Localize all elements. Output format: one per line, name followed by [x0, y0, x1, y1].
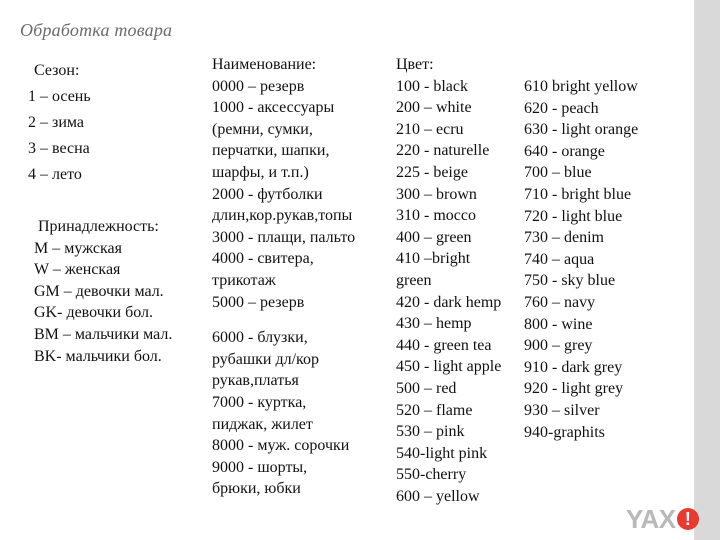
- color-code: 100 - black: [396, 77, 468, 95]
- names-line: трикотаж: [212, 271, 276, 289]
- colors-column-2: [524, 76, 638, 443]
- belonging-item: W – женская: [34, 261, 121, 279]
- names-line: перчатки, шапки,: [212, 142, 330, 160]
- season-item: 1 – осень: [28, 88, 91, 105]
- names-line: 8000 - муж. сорочки: [212, 437, 350, 455]
- colors-heading: Цвет:: [396, 56, 434, 73]
- color-code: 450 - light apple: [396, 358, 502, 376]
- right-edge-band: [694, 0, 720, 540]
- color-code: 225 - beige: [396, 163, 468, 181]
- color-code: 730 – denim: [524, 229, 604, 247]
- belonging-item: BK- мальчики бол.: [34, 347, 162, 365]
- names-line: шарфы, и т.п.): [212, 163, 309, 181]
- colors-column-1: [396, 54, 501, 507]
- color-code: 530 – pink: [396, 423, 465, 441]
- color-code: 630 - light orange: [524, 121, 639, 139]
- names-line: 7000 - куртка,: [212, 393, 307, 411]
- yax-logo: [626, 505, 699, 533]
- names-line: рубашки дл/кор: [212, 350, 320, 368]
- color-code: 910 - dark grey: [524, 358, 623, 376]
- season-heading: Сезон:: [34, 62, 80, 79]
- slide-title: Обработка товара: [20, 20, 173, 40]
- season-block: [28, 58, 91, 188]
- color-code: 610 bright yellow: [524, 78, 638, 95]
- color-code: 400 – green: [396, 228, 472, 246]
- color-code: 430 – hemp: [396, 315, 472, 333]
- color-code: 500 – red: [396, 379, 457, 397]
- color-code: 800 - wine: [524, 315, 593, 333]
- names-line: длин,кор.рукав,топы: [212, 207, 353, 225]
- belonging-item: GK- девочки бол.: [34, 304, 154, 322]
- names-line: 6000 - блузки,: [212, 329, 308, 347]
- color-code: 750 - sky blue: [524, 272, 616, 290]
- color-code: 710 - bright blue: [524, 185, 632, 203]
- color-code: 520 – flame: [396, 401, 473, 419]
- color-code: 930 – silver: [524, 401, 600, 419]
- logo-text: YAX: [626, 503, 676, 534]
- names-line: 1000 - аксессуары: [212, 99, 335, 117]
- color-code: 550-cherry: [396, 466, 467, 484]
- logo-exclamation-icon: !: [677, 508, 699, 530]
- names-line: 5000 – резерв: [212, 293, 305, 311]
- season-item: 3 – весна: [28, 140, 90, 157]
- color-code: 220 - naturelle: [396, 142, 490, 160]
- names-line: 0000 – резерв: [212, 77, 305, 95]
- color-code: 940-graphits: [524, 423, 605, 441]
- season-item: 4 – лето: [28, 166, 82, 183]
- names-heading: Наименование:: [212, 56, 317, 73]
- season-item: 2 – зима: [28, 114, 84, 131]
- color-code: 760 – navy: [524, 293, 596, 311]
- belonging-heading: Принадлежность:: [38, 218, 159, 235]
- color-code: 720 - light blue: [524, 207, 623, 225]
- names-line: пиджак, жилет: [212, 415, 313, 433]
- color-code: 900 – grey: [524, 337, 593, 355]
- belonging-block: [34, 216, 172, 367]
- belonging-item: М – мужская: [34, 239, 122, 257]
- color-code: 310 - mocco: [396, 207, 476, 225]
- color-code: 920 - light grey: [524, 380, 624, 398]
- names-spacer: [212, 313, 355, 327]
- names-line: 4000 - свитера,: [212, 250, 314, 268]
- color-code: 540-light pink: [396, 444, 488, 462]
- color-code: 740 – aqua: [524, 250, 595, 268]
- belonging-item: BM – мальчики мал.: [34, 325, 173, 343]
- color-code: green: [396, 271, 432, 289]
- names-line: брюки, юбки: [212, 480, 301, 498]
- names-block: [212, 54, 355, 500]
- color-code: 420 - dark hemp: [396, 293, 502, 311]
- names-line: рукав,платья: [212, 372, 299, 390]
- names-line: 3000 - плащи, пальто: [212, 228, 356, 246]
- names-line: 2000 - футболки: [212, 185, 323, 203]
- color-code: 210 – ecru: [396, 120, 464, 138]
- color-code: 700 – blue: [524, 164, 592, 182]
- names-line: 9000 - шорты,: [212, 458, 308, 476]
- color-code: 600 – yellow: [396, 487, 480, 505]
- color-code: 410 –bright: [396, 250, 471, 268]
- color-code: 620 - peach: [524, 99, 599, 117]
- color-code: 300 – brown: [396, 185, 477, 203]
- color-code: 640 - orange: [524, 142, 605, 160]
- belonging-item: GM – девочки мал.: [34, 282, 164, 300]
- names-line: (ремни, сумки,: [212, 120, 313, 138]
- color-code: 440 - green tea: [396, 336, 492, 354]
- color-code: 200 – white: [396, 99, 472, 117]
